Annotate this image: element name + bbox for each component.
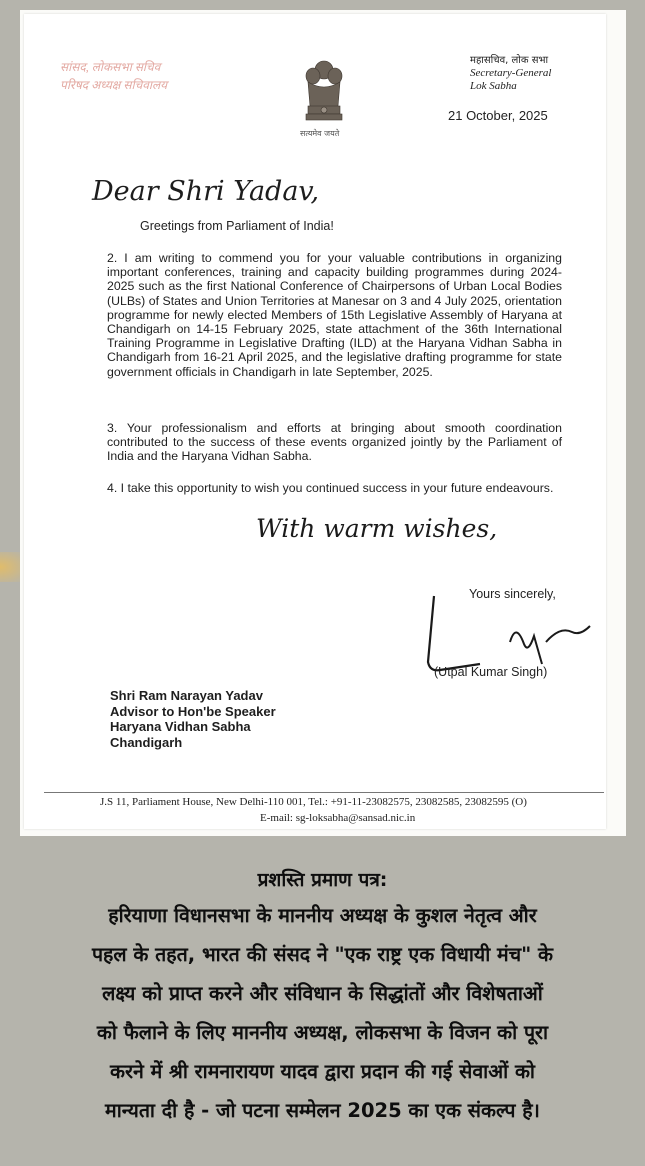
sg-hindi-title: महासचिव, लोक सभा xyxy=(470,55,549,66)
addressee-city: Chandigarh xyxy=(110,734,183,750)
greeting-line: Greetings from Parliament of India! xyxy=(140,219,334,233)
footer-email: E-mail: sg-loksabha@sansad.nic.in xyxy=(260,812,416,824)
footer-divider xyxy=(44,792,604,793)
caption-line-2: पहल के तहत, भारत की संसद ने "एक राष्ट्र एक विधायी मंच" के xyxy=(91,943,554,966)
paragraph-3: 3. Your professionalism and efforts at bringing about smooth coordination contributed to the success of these events organized jointly by the Parliament of India and the Haryana Vidhan Sabha. xyxy=(107,421,562,464)
faded-letterhead-line1: सांसद, लोकसभा सचिव xyxy=(60,60,161,74)
faded-letterhead-line2: परिषद अध्यक्ष सचिवालय xyxy=(60,78,168,92)
handwritten-salutation: Dear Shri Yadav, xyxy=(92,176,320,207)
caption-title: प्रशस्ति प्रमाण पत्र: xyxy=(257,869,388,891)
footer-address: J.S 11, Parliament House, New Delhi-110 001, Tel.: +91-11-23082575, 23082585, 23082595 (O) xyxy=(100,796,527,808)
addressee-block xyxy=(110,688,276,750)
signatory-name: (Utpal Kumar Singh) xyxy=(434,665,548,679)
caption-line-5: करने में श्री रामनारायण यादव द्वारा प्रदान की गई सेवाओं को xyxy=(110,1060,535,1083)
addressee-organization: Haryana Vidhan Sabha xyxy=(110,719,251,734)
sg-title: Secretary-General xyxy=(470,67,552,79)
paragraph-4: 4. I take this opportunity to wish you continued success in your future endeavours. xyxy=(107,481,554,495)
secretary-general-block xyxy=(470,54,551,93)
addressee-designation: Advisor to Hon'be Speaker xyxy=(110,703,276,719)
caption-line-6: मान्यता दी है - जो पटना सम्मेलन 2025 का एक संकल्प है। xyxy=(105,1099,540,1122)
hindi-caption xyxy=(12,864,633,1130)
caption-line-4: को फैलाने के लिए माननीय अध्यक्ष, लोकसभा के विजन को पूरा xyxy=(96,1021,549,1044)
addressee-name: Shri Ram Narayan Yadav xyxy=(110,688,263,703)
paragraph-2: 2. I am writing to commend you for your valuable contributions in organizing important conferences, training and capacity building programmes during 2024-2025 such as the first National Conference of Chairpersons of Urban Local Bodies (ULBs) of States and Union Territories at Manesar on 3 and 4 July 2025, orientation programme for newly elected Members of 15th Legislative Assembly of Haryana at Chandigarh on 14-15 February 2025, state attachment of the 36th International Training Programme in Legislative Drafting (ILD) at the Haryana Vidhan Sabha in Chandigarh from 16-21 April 2025, and the legislative drafting programme for state government officials in Chandigarh in late September, 2025. xyxy=(107,251,562,379)
yours-sincerely: Yours sincerely, xyxy=(469,587,556,601)
handwritten-closing: With warm wishes, xyxy=(256,514,498,543)
caption-line-3: लक्ष्य को प्राप्त करने और संविधान के सिद्धांतों और विशेषताओं xyxy=(102,982,543,1005)
caption-line-1: हरियाणा विधानसभा के माननीय अध्यक्ष के कुशल नेतृत्व और xyxy=(108,904,537,927)
national-emblem-icon xyxy=(302,56,346,138)
letter-date: 21 October, 2025 xyxy=(448,108,548,123)
sg-org: Lok Sabha xyxy=(470,80,517,92)
emblem-motto: सत्यमेव जयते xyxy=(300,129,340,138)
